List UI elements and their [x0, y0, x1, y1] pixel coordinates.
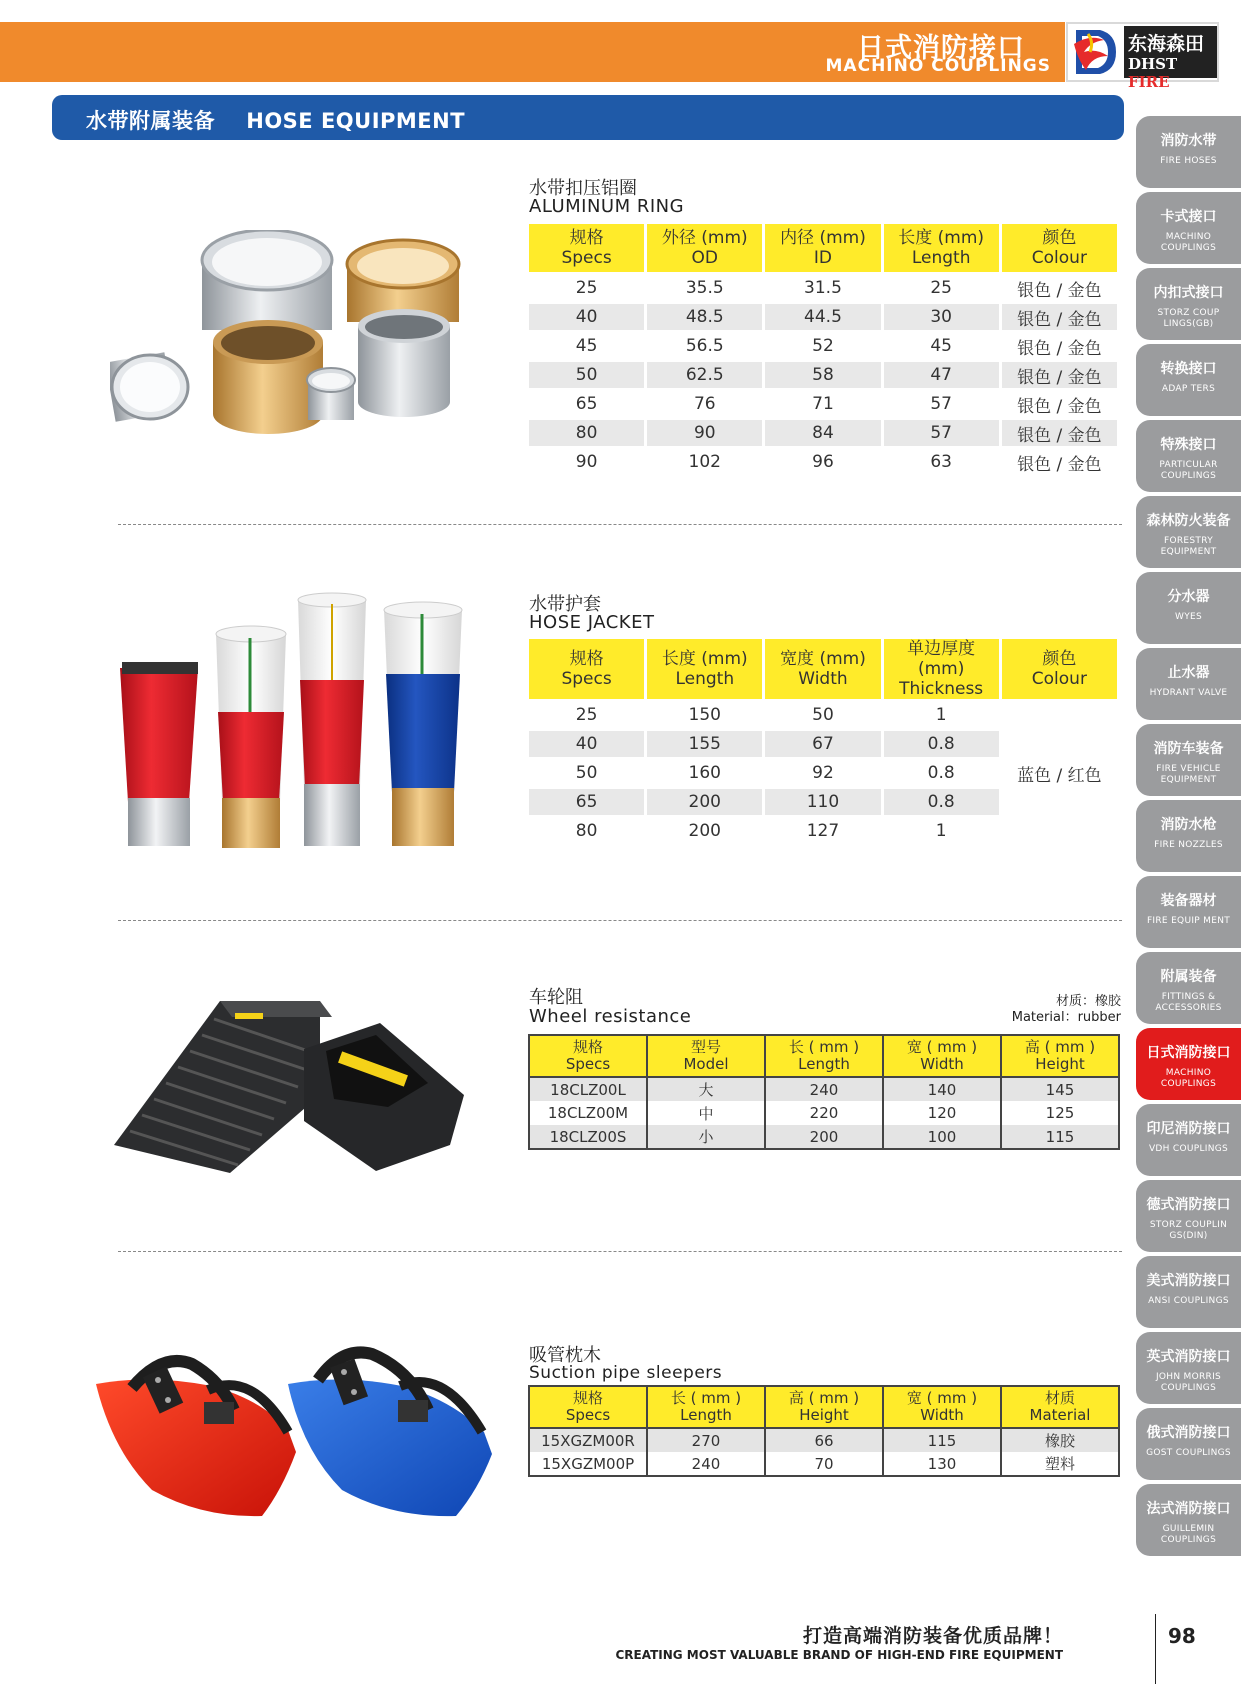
- cell: 65: [529, 789, 644, 815]
- aluminum-ring-image: [110, 230, 500, 470]
- cell: 65: [529, 391, 644, 417]
- section-divider: [118, 1251, 1122, 1252]
- tab-wyes[interactable]: 分水器 WYES: [1136, 572, 1241, 644]
- header-specs: 规格 Specs: [529, 224, 644, 272]
- tab-forestry-equipment[interactable]: 森林防火装备 FORESTRY EQUIPMENT: [1136, 496, 1241, 568]
- cell: 76: [647, 391, 762, 417]
- tab-ansi-couplings[interactable]: 美式消防接口 ANSI COUPLINGS: [1136, 1256, 1241, 1328]
- cell: 50: [765, 702, 880, 728]
- cell: 18CLZ00M: [529, 1101, 647, 1125]
- tab-guillemin-couplings[interactable]: 法式消防接口 GUILLEMIN COUPLINGS: [1136, 1484, 1241, 1556]
- header-length: 长度 (mm) Length: [884, 224, 999, 272]
- cell: 150: [647, 702, 762, 728]
- tab-vdh-couplings[interactable]: 印尼消防接口 VDH COUPLINGS: [1136, 1104, 1241, 1176]
- logo-emblem-icon: [1070, 26, 1120, 78]
- table-row: [529, 1077, 1119, 1101]
- header-specs: 规格 Specs: [529, 639, 644, 699]
- cell: 140: [883, 1077, 1001, 1101]
- cell: 145: [1001, 1077, 1119, 1101]
- cell: 200: [647, 789, 762, 815]
- footer-divider: [1155, 1614, 1156, 1684]
- cell: 大: [647, 1077, 765, 1101]
- table-row: [529, 333, 1117, 359]
- cell: 66: [765, 1428, 883, 1452]
- wheel-resistance-material: [1012, 994, 1121, 1026]
- table-row: [529, 420, 1117, 446]
- tab-adapters[interactable]: 转换接口 ADAP TERS: [1136, 344, 1241, 416]
- table-row: [529, 275, 1117, 301]
- hose-jacket-image: [116, 592, 500, 854]
- tab-fire-vehicle-equipment[interactable]: 消防车装备 FIRE VEHICLE EQUIPMENT: [1136, 724, 1241, 796]
- hose-jacket-title-en: HOSE JACKET: [529, 612, 655, 633]
- cell: 1: [884, 702, 999, 728]
- cell: 47: [884, 362, 999, 388]
- table-header-row: [529, 1386, 1119, 1428]
- cell: 90: [647, 420, 762, 446]
- cell: 银色 / 金色: [1002, 304, 1117, 330]
- header-title-cn: 日式消防接口: [857, 33, 1025, 64]
- cell: 塑料: [1001, 1452, 1119, 1476]
- cell: 15XGZM00P: [529, 1452, 647, 1476]
- cell: 62.5: [647, 362, 762, 388]
- cell: 57: [884, 420, 999, 446]
- wheel-resistance-title-en: Wheel resistance: [529, 1006, 692, 1027]
- cell: 84: [765, 420, 880, 446]
- cell: 52: [765, 333, 880, 359]
- cell: 120: [883, 1101, 1001, 1125]
- table-row: [529, 1452, 1119, 1476]
- cell: 63: [884, 449, 999, 475]
- cell: 中: [647, 1101, 765, 1125]
- cell: 25: [884, 275, 999, 301]
- header-specs: 规格 Specs: [529, 1035, 647, 1077]
- cell: 240: [765, 1077, 883, 1101]
- footer-slogan-en: CREATING MOST VALUABLE BRAND OF HIGH-END FIRE EQUIPMENT: [615, 1648, 1063, 1662]
- tab-fire-nozzles[interactable]: 消防水枪 FIRE NOZZLES: [1136, 800, 1241, 872]
- tab-storz-couplings-din[interactable]: 德式消防接口 STORZ COUPLIN GS(DIN): [1136, 1180, 1241, 1252]
- section-divider: [118, 524, 1122, 525]
- footer-slogan-cn: 打造高端消防装备优质品牌！: [802, 1625, 1063, 1647]
- table-row: [529, 449, 1117, 475]
- aluminum-ring-table: [526, 221, 1120, 478]
- page-number: 98: [1168, 1624, 1196, 1648]
- colour-cell: 蓝色 / 红色: [1002, 702, 1117, 844]
- table-row: [529, 1125, 1119, 1149]
- tab-fittings-accessories[interactable]: 附属装备 FITTINGS & ACCESSORIES: [1136, 952, 1241, 1024]
- table-header-row: [529, 1035, 1119, 1077]
- cell: 125: [1001, 1101, 1119, 1125]
- cell: 160: [647, 760, 762, 786]
- header-length: 长 ( mm ) Length: [765, 1035, 883, 1077]
- header-od: 外径 (mm) OD: [647, 224, 762, 272]
- material-cn: 材质：橡胶: [1055, 994, 1121, 1009]
- section-divider: [118, 920, 1122, 921]
- cell: 200: [765, 1125, 883, 1149]
- cell: 50: [529, 760, 644, 786]
- header-colour: 颜色 Colour: [1002, 639, 1117, 699]
- tab-japanese-couplings[interactable]: 日式消防接口 MACHINO COUPLINGS: [1136, 1028, 1241, 1100]
- cell: 70: [765, 1452, 883, 1476]
- cell: 40: [529, 731, 644, 757]
- cell: 25: [529, 275, 644, 301]
- cell: 银色 / 金色: [1002, 449, 1117, 475]
- header-thickness: 单边厚度 (mm) Thickness: [884, 639, 999, 699]
- cell: 50: [529, 362, 644, 388]
- logo-text-cn: 东海森田: [1128, 33, 1205, 55]
- cell: 35.5: [647, 275, 762, 301]
- wheel-resistance-title-cn: 车轮阻: [529, 987, 583, 1008]
- header-width: 宽 ( mm ) Width: [883, 1035, 1001, 1077]
- table-header-row: [529, 639, 1117, 699]
- table-row: [529, 304, 1117, 330]
- cell: 小: [647, 1125, 765, 1149]
- wheel-resistance-image: [110, 995, 500, 1175]
- cell: 96: [765, 449, 880, 475]
- tab-storz-couplings-gb[interactable]: 内扣式接口 STORZ COUP LINGS(GB): [1136, 268, 1241, 340]
- header-height: 高 ( mm ) Height: [1001, 1035, 1119, 1077]
- suction-sleepers-image: [92, 1340, 500, 1520]
- tab-fire-equipment[interactable]: 装备器材 FIRE EQUIP MENT: [1136, 876, 1241, 948]
- cell: 橡胶: [1001, 1428, 1119, 1452]
- cell: 银色 / 金色: [1002, 420, 1117, 446]
- cell: 0.8: [884, 789, 999, 815]
- cell: 18CLZ00S: [529, 1125, 647, 1149]
- tab-particular-couplings[interactable]: 特殊接口 PARTICULAR COUPLINGS: [1136, 420, 1241, 492]
- cell: 15XGZM00R: [529, 1428, 647, 1452]
- cell: 56.5: [647, 333, 762, 359]
- header-title-en: MACHINO COUPLINGS: [825, 56, 1051, 76]
- suction-sleepers-title-cn: 吸管枕木: [529, 1345, 601, 1366]
- header-specs: 规格 Specs: [529, 1386, 647, 1428]
- header-model: 型号 Model: [647, 1035, 765, 1077]
- aluminum-ring-title-en: ALUMINUM RING: [529, 196, 685, 217]
- cell: 220: [765, 1101, 883, 1125]
- cell: 银色 / 金色: [1002, 391, 1117, 417]
- cell: 银色 / 金色: [1002, 333, 1117, 359]
- cell: 58: [765, 362, 880, 388]
- logo-text-en: DHST FIRE: [1128, 55, 1178, 91]
- cell: 80: [529, 420, 644, 446]
- wheel-resistance-table: [528, 1034, 1120, 1150]
- tab-machino-couplings[interactable]: 卡式接口 MACHINO COUPLINGS: [1136, 192, 1241, 264]
- header-id: 内径 (mm) ID: [765, 224, 880, 272]
- material-en: Material：rubber: [1011, 1010, 1121, 1025]
- cell: 102: [647, 449, 762, 475]
- cell: 270: [647, 1428, 765, 1452]
- table-row: [529, 362, 1117, 388]
- suction-sleepers-table: [528, 1385, 1120, 1477]
- cell: 130: [883, 1452, 1001, 1476]
- suction-sleepers-title-en: Suction pipe sleepers: [529, 1363, 723, 1383]
- cell: 1: [884, 818, 999, 844]
- cell: 80: [529, 818, 644, 844]
- tab-john-morris-couplings[interactable]: 英式消防接口 JOHN MORRIS COUPLINGS: [1136, 1332, 1241, 1404]
- tab-fire-hoses[interactable]: 消防水带 FIRE HOSES: [1136, 116, 1241, 188]
- header-length: 长度 (mm) Length: [647, 639, 762, 699]
- section-title: 水带附属装备 HOSE EQUIPMENT: [86, 109, 466, 133]
- cell: 40: [529, 304, 644, 330]
- cell: 240: [647, 1452, 765, 1476]
- cell: 115: [1001, 1125, 1119, 1149]
- cell: 92: [765, 760, 880, 786]
- table-row: [529, 1428, 1119, 1452]
- tab-gost-couplings[interactable]: 俄式消防接口 GOST COUPLINGS: [1136, 1408, 1241, 1480]
- cell: 57: [884, 391, 999, 417]
- cell: 200: [647, 818, 762, 844]
- header-material: 材质 Material: [1001, 1386, 1119, 1428]
- header-width: 宽度 (mm) Width: [765, 639, 880, 699]
- cell: 127: [765, 818, 880, 844]
- cell: 90: [529, 449, 644, 475]
- hose-jacket-title-cn: 水带护套: [529, 594, 601, 615]
- header-length: 长 ( mm ) Length: [647, 1386, 765, 1428]
- cell: 115: [883, 1428, 1001, 1452]
- cell: 45: [529, 333, 644, 359]
- cell: 44.5: [765, 304, 880, 330]
- tab-hydrant-valve[interactable]: 止水器 HYDRANT VALVE: [1136, 648, 1241, 720]
- cell: 155: [647, 731, 762, 757]
- cell: 110: [765, 789, 880, 815]
- header-width: 宽 ( mm ) Width: [883, 1386, 1001, 1428]
- cell: 0.8: [884, 760, 999, 786]
- cell: 银色 / 金色: [1002, 275, 1117, 301]
- cell: 100: [883, 1125, 1001, 1149]
- table-row: [529, 702, 1117, 728]
- cell: 银色 / 金色: [1002, 362, 1117, 388]
- brand-logo: [1066, 22, 1219, 91]
- cell: 0.8: [884, 731, 999, 757]
- cell: 31.5: [765, 275, 880, 301]
- header-height: 高 ( mm ) Height: [765, 1386, 883, 1428]
- hose-jacket-table: [526, 636, 1120, 847]
- cell: 71: [765, 391, 880, 417]
- cell: 48.5: [647, 304, 762, 330]
- aluminum-ring-title-cn: 水带扣压铝圈: [529, 178, 637, 199]
- table-row: [529, 1101, 1119, 1125]
- cell: 25: [529, 702, 644, 728]
- cell: 30: [884, 304, 999, 330]
- header-colour: 颜色 Colour: [1002, 224, 1117, 272]
- table-header-row: [529, 224, 1117, 272]
- cell: 18CLZ00L: [529, 1077, 647, 1101]
- cell: 67: [765, 731, 880, 757]
- cell: 45: [884, 333, 999, 359]
- table-row: [529, 391, 1117, 417]
